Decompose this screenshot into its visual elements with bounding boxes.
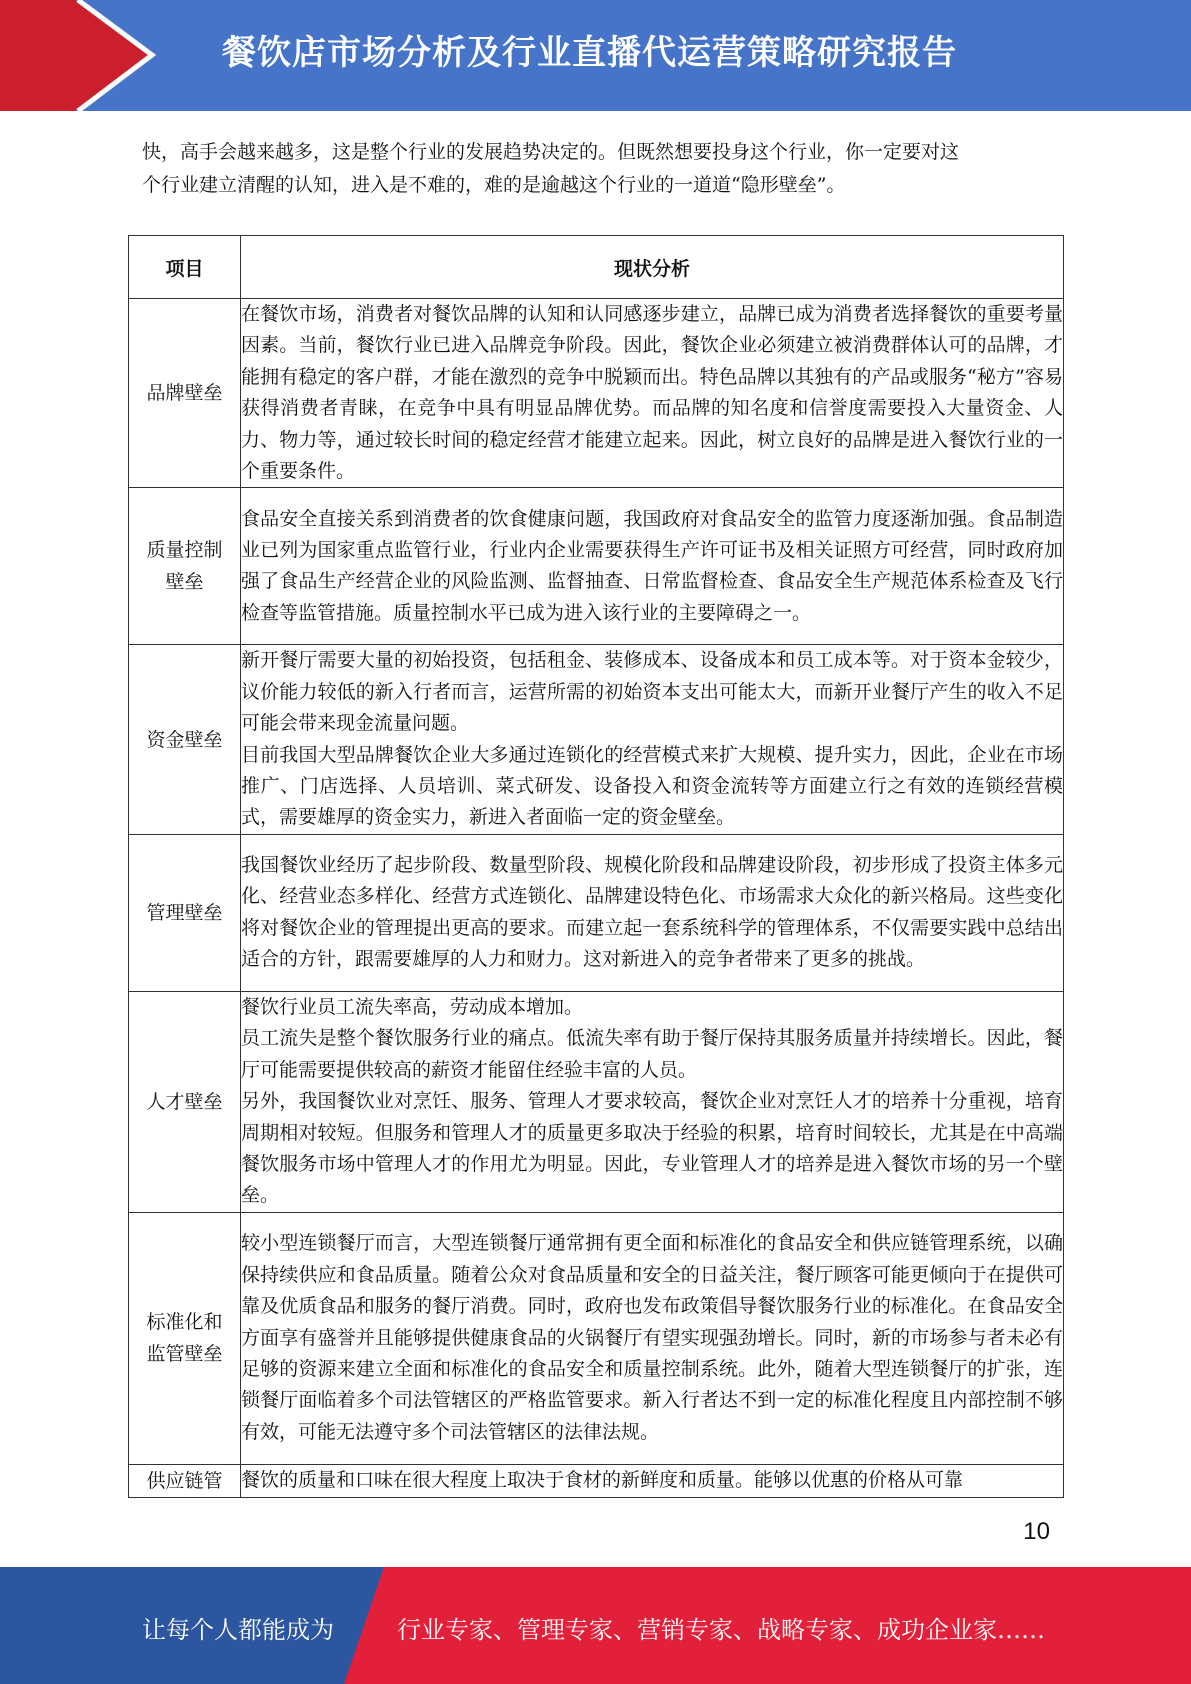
row-analysis	[241, 1212, 1064, 1464]
footer-slogan-left: 让每个人都能成为	[142, 1616, 334, 1644]
analysis-paragraph: 较小型连锁餐厅而言，大型连锁餐厅通常拥有更全面和标准化的食品安全和供应链管理系统，以确保持续供应和食品质量。随着公众对食品质量和安全的日益关注，餐厅顾客可能更倾向于在提供可靠及优质食品和服务的餐厅消费。同时，政府也发布政策倡导餐饮服务行业的标准化。在食品安全方面享有盛誉并且能够提供健康食品的火锅餐厅有望实现强劲增长。同时，新的市场参与者未必有足够的资源来建立全面和标准化的食品安全和质量控制系统。此外，随着大型连锁餐厅的扩张，连锁餐厅面临着多个司法管辖区的严格监管要求。新入行者达不到一定的标准化程度且内部控制不够有效，可能无法遵守多个司法管辖区的法律法规。	[241, 1232, 1063, 1443]
row-analysis	[241, 1464, 1064, 1497]
intro-line: 个行业建立清醒的认知，进入是不难的，难的是逾越这个行业的一道道“隐形壁垒”。	[142, 174, 846, 196]
page-footer	[0, 1567, 1191, 1684]
barriers-table	[128, 235, 1064, 1498]
analysis-paragraph: 员工流失是整个餐饮服务行业的痛点。低流失率有助于餐厅保持其服务质量并持续增长。因此，餐厅可能需要提供较高的薪资才能留住经验丰富的人员。	[241, 1027, 1063, 1081]
row-analysis	[241, 488, 1064, 645]
row-analysis	[241, 834, 1064, 991]
table-row	[129, 1464, 1064, 1497]
row-item-label: 人才壁垒	[129, 991, 241, 1212]
row-analysis	[241, 645, 1064, 834]
analysis-paragraph: 餐饮行业员工流失率高，劳动成本增加。	[241, 995, 584, 1018]
table-row	[129, 834, 1064, 991]
row-item-label: 管理壁垒	[129, 834, 241, 991]
analysis-paragraph: 另外，我国餐饮业对烹饪、服务、管理人才要求较高，餐饮企业对烹饪人才的培养十分重视，培育周期相对较短。但服务和管理人才的质量更多取决于经验的积累，培育时间较长，尤其是在中高端餐饮服务市场中管理人才的作用尤为明显。因此，专业管理人才的培养是进入餐饮市场的另一个壁垒。	[241, 1090, 1063, 1207]
column-header-item: 项目	[129, 236, 241, 299]
analysis-paragraph: 食品安全直接关系到消费者的饮食健康问题，我国政府对食品安全的监管力度逐渐加强。食品制造业已列为国家重点监管行业，行业内企业需要获得生产许可证书及相关证照方可经营，同时政府加强了食品生产经营企业的风险监测、监督抽查、日常监督检查、食品安全生产规范体系检查及飞行检查等监管措施。质量控制水平已成为进入该行业的主要障碍之一。	[241, 507, 1063, 624]
row-analysis	[241, 991, 1064, 1212]
row-item-label: 质量控制 壁垒	[129, 488, 241, 645]
page-header	[0, 0, 1191, 111]
row-item-label: 供应链管	[129, 1464, 241, 1497]
table-row	[129, 299, 1064, 488]
row-item-label: 品牌壁垒	[129, 299, 241, 488]
intro-paragraph	[142, 136, 1062, 202]
page-number: 10	[1023, 1518, 1050, 1545]
table-row	[129, 991, 1064, 1212]
analysis-paragraph: 在餐饮市场，消费者对餐饮品牌的认知和认同感逐步建立，品牌已成为消费者选择餐饮的重要考量因素。当前，餐饮行业已进入品牌竞争阶段。因此，餐饮企业必须建立被消费群体认可的品牌，才能拥有稳定的客户群，才能在激烈的竞争中脱颖而出。特色品牌以其独有的产品或服务“秘方”容易获得消费者青睐，在竞争中具有明显品牌优势。而品牌的知名度和信誉度需要投入大量资金、人力、物力等，通过较长时间的稳定经营才能建立起来。因此，树立良好的品牌是进入餐饮行业的一个重要条件。	[241, 303, 1063, 483]
table-row	[129, 488, 1064, 645]
table-header-row	[129, 236, 1064, 299]
table-row	[129, 1212, 1064, 1464]
column-header-analysis: 现状分析	[241, 236, 1064, 299]
analysis-paragraph: 餐饮的质量和口味在很大程度上取决于食材的新鲜度和质量。能够以优惠的价格从可靠	[241, 1469, 964, 1492]
report-title: 餐饮店市场分析及行业直播代运营策略研究报告	[222, 33, 957, 73]
table-row	[129, 645, 1064, 834]
analysis-paragraph: 我国餐饮业经历了起步阶段、数量型阶段、规模化阶段和品牌建设阶段，初步形成了投资主体多元化、经营业态多样化、经营方式连锁化、品牌建设特色化、市场需求大众化的新兴格局。这些变化将对餐饮企业的管理提出更高的要求。而建立起一套系统科学的管理体系，不仅需要实践中总结出适合的方针，跟需要雄厚的人力和财力。这对新进入的竞争者带来了更多的挑战。	[241, 854, 1063, 971]
row-item-label: 标准化和 监管壁垒	[129, 1212, 241, 1464]
footer-slogan-right: 行业专家、管理专家、营销专家、战略专家、成功企业家……	[397, 1616, 1045, 1644]
analysis-paragraph: 新开餐厅需要大量的初始投资，包括租金、装修成本、设备成本和员工成本等。对于资本金较少，议价能力较低的新入行者而言，运营所需的初始资本支出可能太大，而新开业餐厅产生的收入不足可能会带来现金流量问题。	[241, 649, 1063, 735]
row-item-label: 资金壁垒	[129, 645, 241, 834]
analysis-paragraph: 目前我国大型品牌餐饮企业大多通过连锁化的经营模式来扩大规模、提升实力，因此，企业在市场推广、门店选择、人员培训、菜式研发、设备投入和资金流转等方面建立行之有效的连锁经营模式，需要雄厚的资金实力，新进入者面临一定的资金壁垒。	[241, 743, 1063, 829]
row-analysis	[241, 299, 1064, 488]
intro-line: 快，高手会越来越多，这是整个行业的发展趋势决定的。但既然想要投身这个行业，你一定要对这	[142, 141, 960, 163]
